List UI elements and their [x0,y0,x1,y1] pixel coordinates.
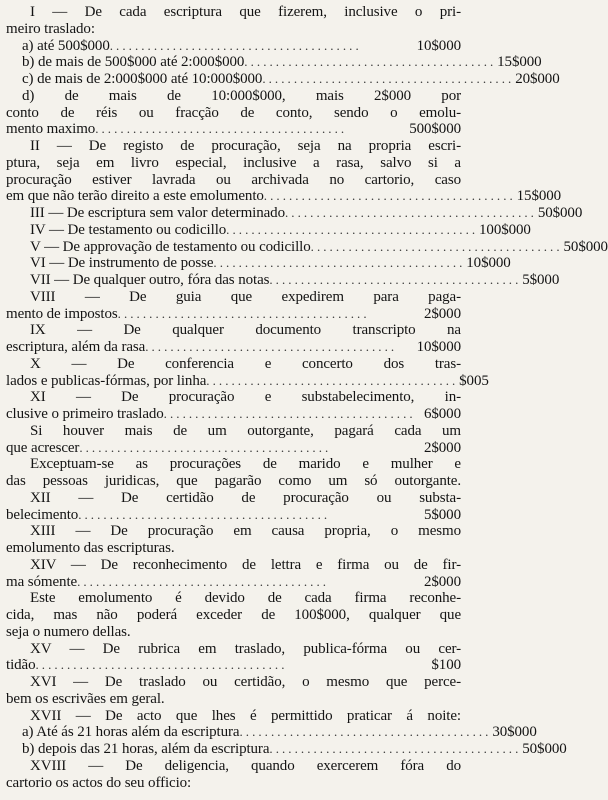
entry-label: a) até 500$000 [22,37,110,54]
line-text: Si houver mais de um outorgante, pagará cada um [30,422,461,439]
line-text: Este emolumento é devido de cada firma reconhe- [30,590,461,607]
fee-value: 100$000 [479,221,531,238]
fee-value: $005 [459,372,489,389]
line-text: XII — De certidão de procuração ou substa- [30,489,461,506]
dot-leader: . . . . . . . . . . . . . . . . . . . . . . . . . . . . . . . . . . . . . . . . [262,71,512,86]
entry-label: lados e publicas-fórmas, por linha [6,372,207,389]
line-text: d) de mais de 10:000$000, mais 2$000 por [22,87,461,104]
dot-leader: . . . . . . . . . . . . . . . . . . . . . . . . . . . . . . . . . . . . . . . . [95,121,345,137]
fee-value: 6$000 [423,406,461,422]
fee-value: 500$000 [409,121,461,138]
fee-value: 30$000 [492,724,537,741]
line-text: cida, mas não poderá exceder de 100$000, qualquer que [6,607,461,623]
line-text: XIII — De procuração em causa propria, o mesmo [30,523,461,540]
line-text: I — De cada escriptura que fizerem, inclusive o pri- [30,4,461,20]
dot-leader: . . . . . . . . . . . . . . . . . . . . . . . . . . . . . . . . . . . . . . . . [109,37,359,53]
line-text: IX — De qualquer documento transcripto na [30,322,461,339]
entry-label: mento maximo [6,121,96,138]
fee-value: 15$000 [497,54,542,71]
dot-leader: . . . . . . . . . . . . . . . . . . . . . . . . . . . . . . . . . . . . . . . . [79,439,329,455]
entry-label: que acrescer [6,439,80,456]
entry-label: escriptura, além da rasa [6,339,146,355]
dot-leader: . . . . . . . . . . . . . . . . . . . . . . . . . . . . . . . . . . . . . . . . [117,305,367,321]
line-text: XIV — De reconhecimento de lettra e firma ou de fir- [30,556,461,573]
line-text: XVIII — De deligencia, quando exercerem fóra do [30,757,461,774]
line-text: procuração estiver lavrada ou archivada no cartorio, caso [6,171,461,188]
fee-value: 50$000 [563,238,608,255]
line-text: emolumento das escripturas. [6,540,175,556]
line-text: II — De registo de procuração, seja na propria escri- [30,138,461,154]
dot-leader: . . . . . . . . . . . . . . . . . . . . . . . . . . . . . . . . . . . . . . . . [244,54,494,70]
fee-value: 2$000 [423,305,461,322]
entry-label: belecimento [6,506,79,523]
line-text: XI — De procuração e substabelecimento, in- [30,389,461,406]
fee-value: 2$000 [423,439,461,456]
line-text: meiro traslado: [6,20,95,37]
entry-label: tidão [6,657,36,674]
fee-value: 15$000 [516,188,562,205]
dot-leader: . . . . . . . . . . . . . . . . . . . . . . . . . . . . . . . . . . . . . . . . [226,221,476,237]
entry-label: V — De approvação de testamento ou codicillo [30,238,311,255]
line-text: XVI — De traslado ou certidão, o mesmo que perce- [30,674,461,690]
text-line [6,773,461,793]
line-text: VIII — De guia que expedirem para paga- [30,288,461,305]
line-text: das pessoas juridicas, que pagarão como um só outorgante. [6,473,461,489]
dot-leader: . . . . . . . . . . . . . . . . . . . . . . . . . . . . . . . . . . . . . . . . [239,724,489,740]
line-text: conto de réis ou fracção de conto, sendo o emolu- [6,104,461,121]
fee-value: 50$000 [537,205,583,221]
entry-label: em que não terão direito a este emolumento [6,188,264,205]
entry-label: IV — De testamento ou codicillo [30,221,227,238]
dot-leader: . . . . . . . . . . . . . . . . . . . . . . . . . . . . . . . . . . . . . . . . [269,741,519,756]
entry-label: b) de mais de 500$000 até 2:000$000 [22,54,245,71]
dot-leader: . . . . . . . . . . . . . . . . . . . . . . . . . . . . . . . . . . . . . . . . [213,255,463,271]
dot-leader: . . . . . . . . . . . . . . . . . . . . . . . . . . . . . . . . . . . . . . . . [269,272,519,287]
dot-leader: . . . . . . . . . . . . . . . . . . . . . . . . . . . . . . . . . . . . . . . . [284,205,534,220]
fee-value: 50$000 [522,741,567,757]
entry-label: ma sómente [6,573,78,590]
dot-leader: . . . . . . . . . . . . . . . . . . . . . . . . . . . . . . . . . . . . . . . . [78,506,328,522]
line-text: XV — De rubrica em traslado, publica-fórma ou cer- [30,640,461,657]
dot-leader: . . . . . . . . . . . . . . . . . . . . . . . . . . . . . . . . . . . . . . . . [263,188,513,204]
line-text: Exceptuam-se as procurações de marido e mulher e [30,456,461,473]
line-text: cartorio os actos do seu officio: [6,774,192,791]
fee-value: 5$000 [423,506,461,523]
line-text: ptura, seja em livro especial, inclusive a rasa, salvo si a [6,154,461,171]
fee-value: 2$000 [423,573,461,590]
fee-value: 5$000 [522,272,560,288]
entry-label: b) depois das 21 horas, além da escriptura [22,741,270,757]
dot-leader: . . . . . . . . . . . . . . . . . . . . . . . . . . . . . . . . . . . . . . . . [206,372,456,388]
fee-value: 10$000 [416,339,461,355]
entry-label: VI — De instrumento de posse [30,255,214,272]
entry-label: clusive o primeiro traslado [6,406,164,422]
dot-leader: . . . . . . . . . . . . . . . . . . . . . . . . . . . . . . . . . . . . . . . . [35,657,285,673]
dot-leader: . . . . . . . . . . . . . . . . . . . . . . . . . . . . . . . . . . . . . . . . [145,339,395,354]
dot-leader: . . . . . . . . . . . . . . . . . . . . . . . . . . . . . . . . . . . . . . . . [163,406,413,421]
dot-leader: . . . . . . . . . . . . . . . . . . . . . . . . . . . . . . . . . . . . . . . . [77,573,326,589]
fee-value: $100 [431,657,461,674]
line-text: seja o numero dellas. [6,623,131,640]
entry-label: a) Até ás 21 horas além da escriptura [22,724,240,741]
entry-label: c) de mais de 2:000$000 até 10:000$000 [22,71,263,87]
dot-leader: . . . . . . . . . . . . . . . . . . . . . . . . . . . . . . . . . . . . . . . . [310,238,560,254]
fee-value: 20$000 [515,71,560,87]
entry-label: VII — De qualquer outro, fóra das notas [30,272,270,288]
fee-value: 10$000 [416,37,461,54]
line-text: XVII — De acto que lhes é permittido praticar á noite: [30,707,461,724]
line-text: bem os escrivães em geral. [6,690,165,707]
fee-value: 10$000 [466,255,511,272]
entry-label: III — De escriptura sem valor determinado [30,205,285,221]
entry-label: mento de impostos [6,305,118,322]
line-text: X — De conferencia e concerto dos tras- [30,355,461,372]
